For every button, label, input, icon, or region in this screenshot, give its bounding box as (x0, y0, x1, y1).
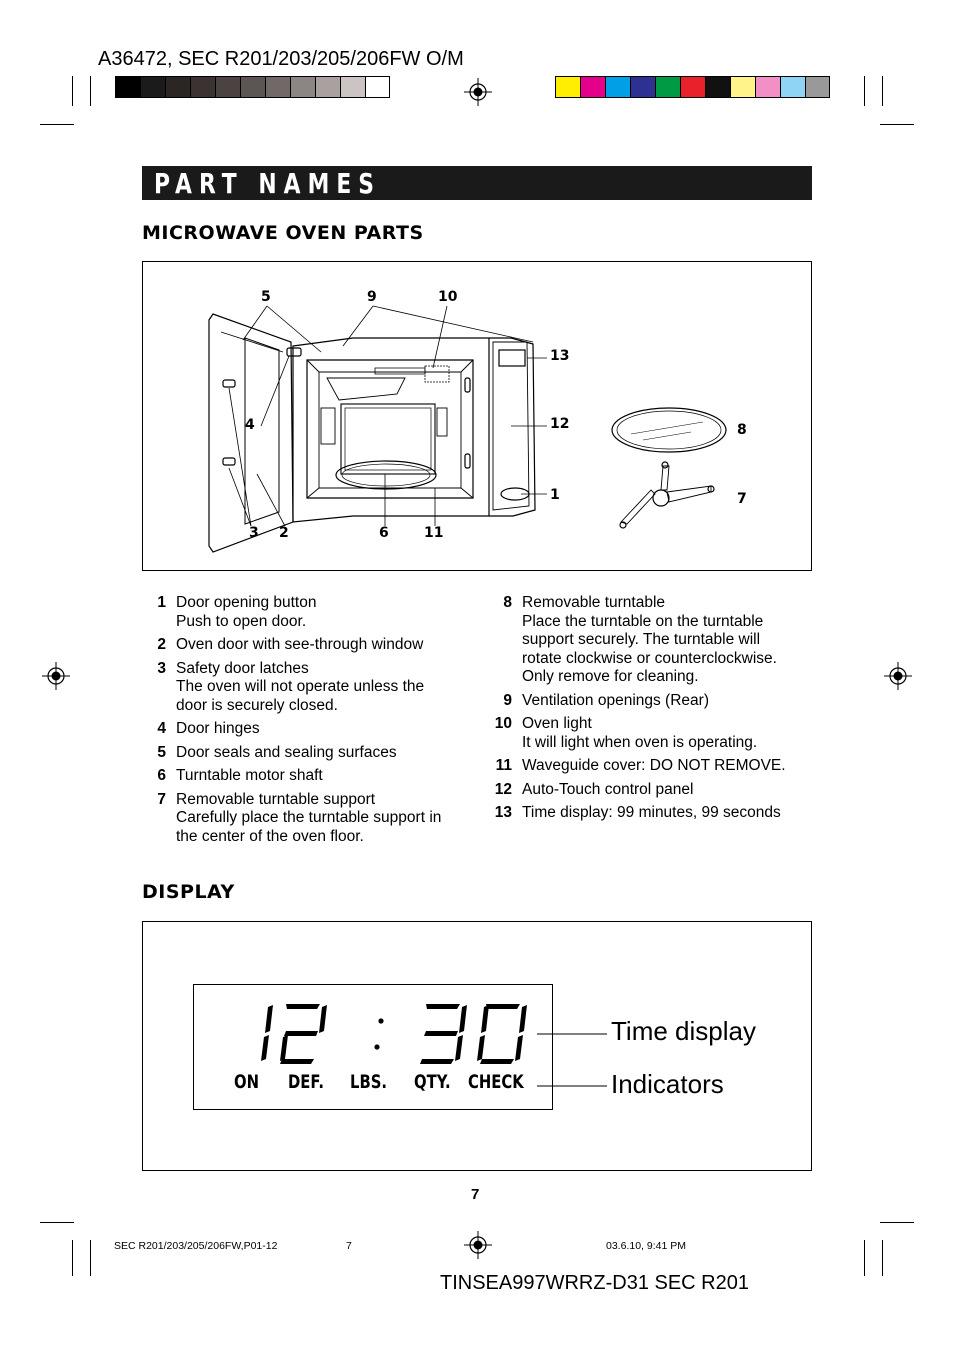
registration-mark-icon (464, 1231, 492, 1259)
color-swatch (555, 76, 580, 98)
page-number: 7 (471, 1186, 480, 1203)
color-swatch (755, 76, 780, 98)
indicator-lbs: LBS. (350, 1071, 388, 1093)
indicators-label: Indicators (611, 1069, 724, 1099)
footer-filename: SEC R201/203/205/206FW,P01-12 (114, 1240, 278, 1252)
color-swatch (630, 76, 655, 98)
part-description-line: It will light when oven is operating. (522, 733, 758, 751)
color-swatch (240, 76, 265, 98)
callout-7: 7 (737, 491, 747, 507)
registration-mark-icon (464, 78, 492, 106)
indicator-check: CHECK (468, 1071, 524, 1093)
color-swatch (165, 76, 190, 98)
time-display-label: Time display (611, 1016, 756, 1046)
footer-date: 03.6.10, 9:41 PM (606, 1240, 686, 1252)
part-description-line: Safety door latches (176, 659, 309, 677)
callout-13: 13 (550, 348, 570, 364)
color-swatch (265, 76, 290, 98)
part-description-line: Oven door with see-through window (176, 636, 424, 653)
part-number: 6 (157, 767, 166, 784)
callout-1: 1 (550, 487, 560, 503)
color-swatch (730, 76, 755, 98)
part-number: 8 (503, 594, 512, 611)
part-description-line: Time display: 99 minutes, 99 seconds (522, 804, 781, 821)
part-description-line: door is securely closed. (176, 696, 338, 714)
microwave-diagram-box (142, 261, 812, 571)
callout-4: 4 (245, 417, 255, 433)
part-number: 10 (494, 715, 512, 732)
color-swatch (340, 76, 365, 98)
color-swatch (140, 76, 165, 98)
part-description-line: Oven light (522, 715, 592, 732)
indicator-qty: QTY. (414, 1071, 451, 1093)
part-description-line: Auto-Touch control panel (522, 780, 694, 798)
callout-10: 10 (438, 289, 458, 305)
part-number: 13 (494, 804, 512, 821)
parts-list-left (142, 594, 472, 854)
part-number: 7 (157, 790, 166, 808)
indicator-def: DEF. (288, 1071, 325, 1093)
part-description-line: Door hinges (176, 720, 260, 737)
color-swatch (365, 76, 390, 98)
part-description-line: Door seals and sealing surfaces (176, 743, 397, 761)
part-number: 3 (157, 659, 166, 677)
part-number: 12 (494, 780, 512, 798)
gray-calibration-bar (115, 76, 390, 98)
color-swatch (215, 76, 240, 98)
callout-6: 6 (379, 525, 389, 541)
document-code-title: A36472, SEC R201/203/205/206FW O/M (98, 48, 464, 70)
display-heading: DISPLAY (142, 881, 235, 903)
part-description-line: Only remove for cleaning. (522, 668, 699, 685)
display-diagram-box (142, 921, 812, 1171)
part-number: 5 (157, 743, 166, 761)
callout-8: 8 (737, 422, 747, 438)
color-swatch (115, 76, 140, 98)
footer-page: 7 (346, 1240, 352, 1252)
registration-mark-icon (884, 662, 912, 690)
color-swatch (190, 76, 215, 98)
color-swatch (315, 76, 340, 98)
footer-code: TINSEA997WRRZ-D31 SEC R201 (440, 1272, 749, 1294)
callout-5: 5 (261, 289, 271, 305)
part-description-line: The oven will not operate unless the (176, 678, 425, 695)
part-description-line: rotate clockwise or counterclockwise. (522, 649, 777, 667)
color-swatch (580, 76, 605, 98)
parts-list-right (488, 594, 818, 834)
callout-9: 9 (367, 289, 377, 305)
part-number: 2 (157, 636, 166, 653)
part-number: 4 (157, 720, 166, 737)
color-swatch (780, 76, 805, 98)
registration-mark-icon (42, 662, 70, 690)
part-description-line: Place the turntable on the turntable (522, 612, 764, 630)
color-swatch (805, 76, 830, 98)
microwave-parts-heading: MICROWAVE OVEN PARTS (142, 222, 424, 244)
callout-3: 3 (249, 525, 259, 541)
part-description-line: Door opening button (176, 594, 317, 611)
part-number: 11 (495, 757, 512, 774)
part-description-line: Push to open door. (176, 612, 307, 630)
color-calibration-bar (555, 76, 830, 98)
part-description-line: Carefully place the turntable support in (176, 809, 442, 826)
part-number: 1 (157, 594, 166, 611)
part-description-line: Turntable motor shaft (176, 767, 323, 784)
color-swatch (605, 76, 630, 98)
indicator-on: ON (234, 1071, 260, 1093)
part-description-line: the center of the oven floor. (176, 827, 364, 845)
color-swatch (655, 76, 680, 98)
part-description-line: Waveguide cover: DO NOT REMOVE. (522, 757, 786, 774)
part-description-line: support securely. The turntable will (522, 631, 761, 648)
callout-11: 11 (424, 525, 444, 541)
color-swatch (705, 76, 730, 98)
callout-12: 12 (550, 416, 570, 432)
color-swatch (680, 76, 705, 98)
part-description-line: Removable turntable support (176, 790, 376, 808)
microwave-diagram (143, 262, 811, 570)
part-description-line: Removable turntable (522, 594, 666, 611)
callout-2: 2 (279, 525, 289, 541)
section-title: PART NAMES (154, 167, 382, 200)
section-banner (142, 166, 812, 200)
color-swatch (290, 76, 315, 98)
part-number: 9 (503, 691, 512, 709)
part-description-line: Ventilation openings (Rear) (522, 691, 709, 709)
